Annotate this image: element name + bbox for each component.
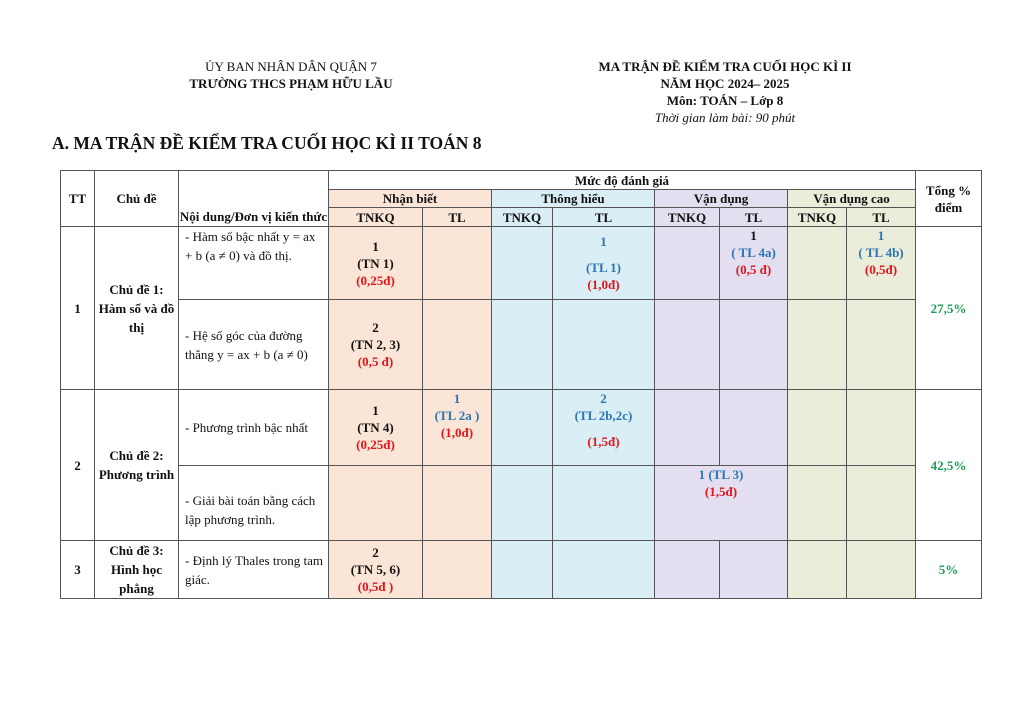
duration-line: Thời gian làm bài: 90 phút [654,110,796,125]
cell-vd-tnkq [655,541,720,599]
total-percent: 5% [916,541,982,599]
col-header-level-group: Mức độ đánh giá [329,171,916,190]
question-ref: 1 (TL 3) [698,467,744,482]
cell-nb-tl [423,300,492,390]
sub-header-tnkq: TNKQ [492,208,553,227]
cell-vd-merged [655,466,788,541]
cell-vc-tnkq [788,300,847,390]
total-percent: 27,5% [916,227,982,390]
cell-vd-tl [720,541,788,599]
topic-name: Chủ đề 3: Hình học phẳng [95,541,179,599]
cell-th-tl [553,390,655,466]
sub-header-tl: TL [847,208,916,227]
question-count: 1 [600,234,607,249]
level-header-thong-hieu: Thông hiểu [492,190,655,208]
question-ref: (TN 5, 6) [350,562,401,577]
header-right [560,58,890,126]
total-percent: 42,5% [916,390,982,541]
topic-name: Chủ đề 1: Hàm số và đồ thị [95,227,179,390]
level-header-van-dung-cao: Vận dụng cao [788,190,916,208]
cell-vc-tnkq [788,466,847,541]
question-count: 2 [372,545,379,560]
cell-vc-tl [847,541,916,599]
question-ref: (TN 2, 3) [350,337,401,352]
cell-nb-tnkq [329,466,423,541]
cell-th-tnkq [492,541,553,599]
col-header-content: Nội dung/Đơn vị kiến thức [179,171,329,227]
document-title: MA TRẬN ĐỀ KIỂM TRA CUỐI HỌC KÌ II [598,59,852,74]
cell-vd-tl [720,390,788,466]
sub-header-tnkq: TNKQ [655,208,720,227]
question-ref: (TL 2b,2c) [574,408,633,423]
cell-nb-tnkq [329,541,423,599]
question-ref: (TL 2a ) [434,408,480,423]
col-header-tt: TT [61,171,95,227]
content-unit: - Phương trình bậc nhất [179,390,329,466]
cell-nb-tnkq [329,300,423,390]
spacer [553,250,654,259]
assessment-matrix-table [60,170,982,599]
question-count: 2 [372,320,379,335]
topic-number: 1 [61,227,95,390]
header-left [150,58,432,92]
question-points: (0,5đ) [864,262,898,277]
question-count: 1 [372,238,379,254]
question-points: (0,25đ) [356,272,395,288]
cell-th-tnkq [492,300,553,390]
table-row [61,466,982,541]
cell-th-tl [553,300,655,390]
question-count: 1 [877,228,885,243]
content-unit: - Hệ số góc của đường thẳng y = ax + b (a ≠ 0) [179,300,329,390]
cell-vd-tl [720,227,788,300]
question-ref: (TN 4) [357,420,394,435]
cell-th-tnkq [492,227,553,300]
cell-nb-tnkq [329,227,423,300]
question-count: 1 [750,228,757,243]
topic-number: 2 [61,390,95,541]
level-header-nhan-biet: Nhận biết [329,190,492,208]
cell-th-tl [553,466,655,541]
question-points: (0,5đ ) [357,579,394,594]
cell-th-tnkq [492,466,553,541]
cell-nb-tl [423,466,492,541]
question-ref: (TL 1) [585,260,622,275]
question-count: 1 [372,403,379,418]
question-ref: ( TL 4a) [731,245,776,260]
cell-vd-tl [720,300,788,390]
cell-vc-tl [847,390,916,466]
cell-vc-tnkq [788,390,847,466]
topic-name: Chủ đề 2: Phương trình [95,390,179,541]
sub-header-tnkq: TNKQ [329,208,423,227]
question-points: (0,25đ) [356,437,395,452]
cell-vc-tl [847,466,916,541]
level-header-van-dung: Vận dụng [655,190,788,208]
cell-vd-tnkq [655,300,720,390]
cell-vd-tnkq [655,390,720,466]
cell-vc-tl [847,227,916,300]
sub-header-tnkq: TNKQ [788,208,847,227]
question-points: (1,5đ) [587,434,620,449]
question-count: 2 [600,391,607,406]
cell-nb-tnkq [329,390,423,466]
content-unit: - Hàm số bậc nhất y = ax + b (a ≠ 0) và đồ thị. [179,227,329,300]
district-name: ỦY BAN NHÂN DÂN QUẬN 7 [205,59,377,74]
question-points: (0,5 đ) [357,354,394,369]
col-header-total: Tổng % điểm [916,171,982,227]
cell-vc-tl [847,300,916,390]
cell-nb-tl [423,227,492,300]
cell-th-tnkq [492,390,553,466]
cell-th-tl [553,227,655,300]
table-row [61,541,982,599]
cell-vc-tnkq [788,541,847,599]
question-points: (0,5 đ) [735,262,772,277]
section-title: A. MA TRẬN ĐỀ KIỂM TRA CUỐI HỌC KÌ II TOÁN 8 [52,133,482,153]
subject-line: Môn: TOÁN – Lớp 8 [666,93,784,108]
question-ref: ( TL 4b) [858,245,904,260]
question-points: (1,0đ) [440,425,474,440]
school-name: TRƯỜNG THCS PHẠM HỮU LẦU [189,76,393,91]
header-row-1 [61,171,982,190]
table-row [61,300,982,390]
sub-header-tl: TL [423,208,492,227]
content-unit: - Giải bài toán bằng cách lập phương trình. [179,466,329,541]
table-row [61,390,982,466]
sub-header-tl: TL [553,208,655,227]
cell-nb-tl [423,390,492,466]
cell-th-tl [553,541,655,599]
table-row [61,227,982,300]
question-points: (1,0đ) [587,277,620,292]
cell-nb-tl [423,541,492,599]
question-ref: (TN 1) [357,255,394,271]
cell-vd-tnkq [655,227,720,300]
col-header-topic: Chủ đề [95,171,179,227]
spacer [553,424,654,433]
topic-number: 3 [61,541,95,599]
sub-header-tl: TL [720,208,788,227]
school-year: NĂM HỌC 2024– 2025 [660,76,790,91]
cell-vc-tnkq [788,227,847,300]
question-points: (1,5đ) [704,484,738,499]
content-unit: - Định lý Thales trong tam giác. [179,541,329,599]
question-count: 1 [453,391,461,406]
